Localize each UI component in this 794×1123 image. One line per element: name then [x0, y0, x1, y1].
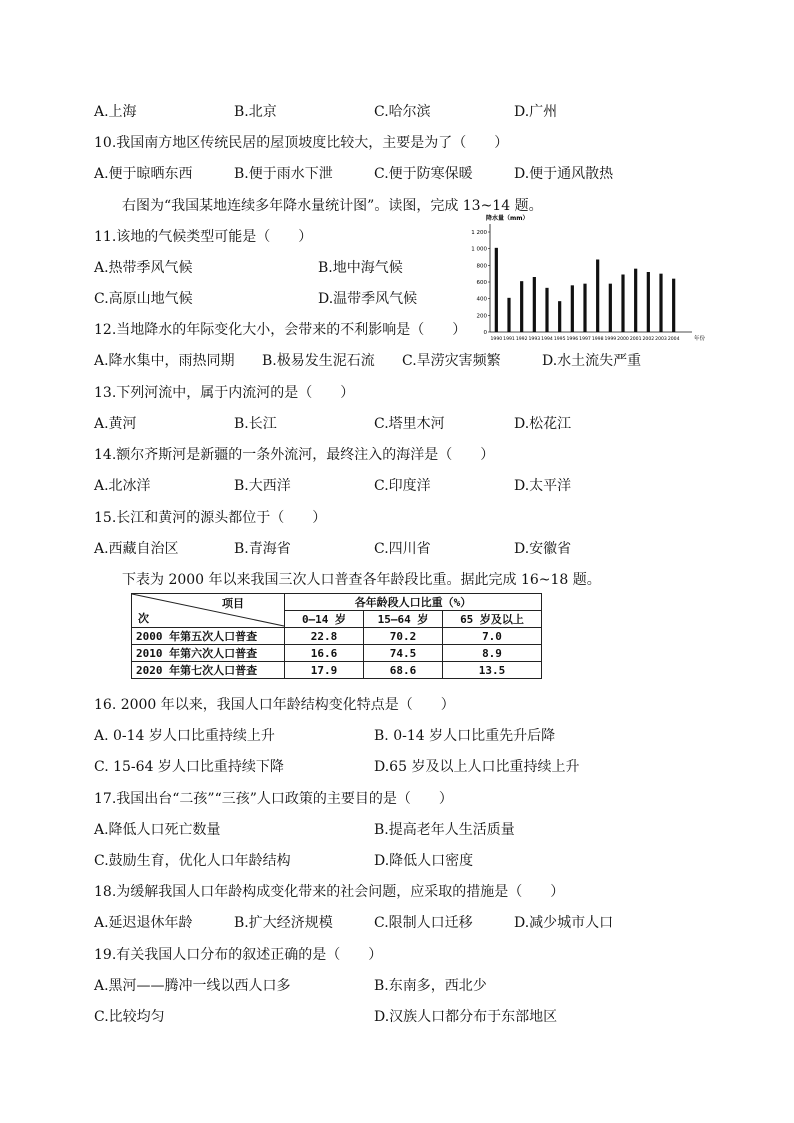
q13-option-c[interactable]: C.塔里木河 [374, 416, 445, 432]
q15-option-d[interactable]: D.安徽省 [514, 541, 572, 557]
q15-stem: 15.长江和黄河的源头都位于（ ） [94, 510, 327, 526]
table-corner-cell [132, 594, 285, 628]
x-tick-label: 1997 [579, 337, 591, 342]
q13-stem: 13.下列河流中，属于内流河的是（ ） [94, 385, 355, 401]
q12-option-a[interactable]: A.降水集中，雨热同期 [94, 353, 235, 369]
col-header-65-plus: 65 岁及以上 [443, 611, 542, 628]
x-axis-label: 年份 [694, 336, 706, 342]
bar-2002 [647, 272, 650, 332]
q9-option-b[interactable]: B.北京 [234, 104, 277, 120]
q11-stem: 11.该地的气候类型可能是（ ） [94, 229, 313, 245]
bar-1993 [533, 277, 536, 332]
q15-option-a[interactable]: A.西藏自治区 [94, 541, 179, 557]
q18-option-d[interactable]: D.减少城市人口 [514, 915, 614, 931]
x-tick-label: 1996 [566, 337, 579, 342]
row-label: 2020 年第七次人口普查 [132, 662, 285, 679]
q11-option-c[interactable]: C.高原山地气候 [94, 291, 193, 307]
q17-option-a[interactable]: A.降低人口死亡数量 [94, 822, 221, 838]
q16-stem: 16. 2000 年以来，我国人口年龄结构变化特点是（ ） [94, 697, 455, 713]
q10-option-a[interactable]: A.便于晾晒东西 [94, 166, 193, 182]
q19-option-c[interactable]: C.比较均匀 [94, 1009, 165, 1025]
q10-option-d[interactable]: D.便于通风散热 [514, 166, 614, 182]
y-tick-label: 200 [476, 313, 487, 320]
row-label: 2010 年第六次人口普查 [132, 645, 285, 662]
q15-option-b[interactable]: B.青海省 [234, 541, 291, 557]
bar-2003 [659, 274, 662, 332]
x-tick-label: 2001 [629, 337, 642, 342]
table-row [132, 628, 542, 645]
cell: 17.9 [285, 662, 364, 679]
bar-1997 [583, 284, 586, 332]
q19-stem: 19.有关我国人口分布的叙述正确的是（ ） [94, 947, 383, 963]
q12-option-d[interactable]: D.水土流失严重 [542, 353, 642, 369]
q16-option-d[interactable]: D.65 岁及以上人口比重持续上升 [374, 759, 580, 775]
x-tick-label: 2003 [655, 337, 667, 342]
x-tick-label: 1995 [553, 337, 566, 342]
q13-option-a[interactable]: A.黄河 [94, 416, 137, 432]
q18-option-a[interactable]: A.延迟退休年龄 [94, 915, 193, 931]
census-age-table [131, 593, 542, 679]
cell: 22.8 [285, 628, 364, 645]
y-axis-label: 降水量（mm） [486, 215, 529, 222]
q10-option-c[interactable]: C.便于防寒保暖 [374, 166, 473, 182]
q13-option-b[interactable]: B.长江 [234, 416, 277, 432]
q10-option-b[interactable]: B.便于雨水下泄 [234, 166, 333, 182]
bar-2001 [634, 269, 637, 332]
q14-option-c[interactable]: C.印度洋 [374, 478, 431, 494]
bar-1994 [545, 288, 548, 332]
q16-option-a[interactable]: A. 0-14 岁人口比重持续上升 [94, 728, 275, 744]
bar-1992 [520, 281, 523, 332]
group-header: 各年龄段人口比重（%） [285, 594, 542, 611]
q11-option-d[interactable]: D.温带季风气候 [318, 291, 418, 307]
col-header-15-64: 15—64 岁 [364, 611, 443, 628]
bar-1991 [507, 298, 510, 332]
x-tick-label: 2004 [667, 337, 680, 342]
corner-top-label: 项目 [222, 597, 244, 610]
q9-option-a[interactable]: A.上海 [94, 104, 137, 120]
q18-option-c[interactable]: C.限制人口迁移 [374, 915, 473, 931]
cell: 7.0 [443, 628, 542, 645]
y-tick-label: 800 [476, 263, 487, 270]
x-tick-label: 1998 [591, 337, 604, 342]
q12-stem: 12.当地降水的年际变化大小，会带来的不利影响是（ ） [94, 322, 467, 338]
y-tick-label: 600 [476, 280, 487, 286]
cell: 13.5 [443, 662, 542, 679]
q9-option-d[interactable]: D.广州 [514, 104, 558, 120]
bar-1996 [571, 285, 574, 332]
q10-stem: 10.我国南方地区传统民居的屋顶坡度比较大，主要是为了（ ） [94, 135, 509, 151]
q11-option-a[interactable]: A.热带季风气候 [94, 260, 193, 276]
y-tick-label: 1 000 [471, 246, 487, 253]
q18-stem: 18.为缓解我国人口年龄构成变化带来的社会问题，应采取的措施是（ ） [94, 884, 565, 900]
x-tick-label: 1994 [541, 337, 553, 342]
x-tick-label: 1990 [490, 337, 503, 342]
q9-option-c[interactable]: C.哈尔滨 [374, 104, 431, 120]
q17-stem: 17.我国出台“二孩”“三孩”人口政策的主要目的是（ ） [94, 791, 453, 807]
q17-option-b[interactable]: B.提高老年人生活质量 [374, 822, 515, 838]
q14-option-a[interactable]: A.北冰洋 [94, 478, 151, 494]
q19-option-d[interactable]: D.汉族人口都分布于东部地区 [374, 1009, 558, 1025]
bar-1998 [596, 260, 599, 333]
table-row [132, 645, 542, 662]
q17-option-d[interactable]: D.降低人口密度 [374, 853, 474, 869]
q14-option-d[interactable]: D.太平洋 [514, 478, 572, 494]
row-label: 2000 年第五次人口普查 [132, 628, 285, 645]
cell: 16.6 [285, 645, 364, 662]
bar-1995 [558, 301, 561, 332]
y-tick-label: 1 200 [471, 230, 487, 236]
x-tick-label: 2000 [617, 337, 629, 342]
cell: 74.5 [364, 645, 443, 662]
q19-option-a[interactable]: A.黑河——腾冲一线以西人口多 [94, 978, 291, 994]
q14-option-b[interactable]: B.大西洋 [234, 478, 291, 494]
cell: 8.9 [443, 645, 542, 662]
precipitation-bar-chart [462, 214, 706, 344]
corner-bottom-label: 次 [138, 612, 149, 625]
col-header-0-14: 0—14 岁 [285, 611, 364, 628]
chart-intro: 右图为“我国某地连续多年降水量统计图”。读图，完成 13~14 题。 [122, 198, 543, 214]
q16-option-c[interactable]: C. 15-64 岁人口比重持续下降 [94, 759, 284, 775]
q18-option-b[interactable]: B.扩大经济规模 [234, 915, 333, 931]
table-intro: 下表为 2000 年以来我国三次人口普查各年龄段比重。据此完成 16~18 题。 [122, 572, 601, 588]
q11-option-b[interactable]: B.地中海气候 [318, 260, 403, 276]
q14-stem: 14.额尔齐斯河是新疆的一条外流河，最终注入的海洋是（ ） [94, 447, 495, 463]
q15-option-c[interactable]: C.四川省 [374, 541, 431, 557]
q12-option-b[interactable]: B.极易发生泥石流 [262, 353, 375, 369]
table-row [132, 662, 542, 679]
q19-option-b[interactable]: B.东南多，西北少 [374, 978, 487, 994]
bar-2004 [672, 279, 675, 332]
x-tick-label: 1993 [528, 337, 541, 342]
bar-1999 [609, 284, 612, 332]
cell: 68.6 [364, 662, 443, 679]
q12-option-c[interactable]: C.旱涝灾害频繁 [402, 353, 501, 369]
bar-1990 [495, 248, 498, 332]
q13-option-d[interactable]: D.松花江 [514, 416, 572, 432]
y-tick-label: 400 [476, 296, 487, 303]
x-tick-label: 1999 [604, 337, 617, 342]
x-tick-label: 1992 [515, 337, 528, 342]
y-tick-label: 0 [483, 330, 487, 336]
x-tick-label: 1991 [503, 337, 515, 342]
x-tick-label: 2002 [642, 337, 655, 342]
bar-2000 [621, 275, 624, 333]
q17-option-c[interactable]: C.鼓励生育，优化人口年龄结构 [94, 853, 291, 869]
cell: 70.2 [364, 628, 443, 645]
q16-option-b[interactable]: B. 0-14 岁人口比重先升后降 [374, 728, 556, 744]
